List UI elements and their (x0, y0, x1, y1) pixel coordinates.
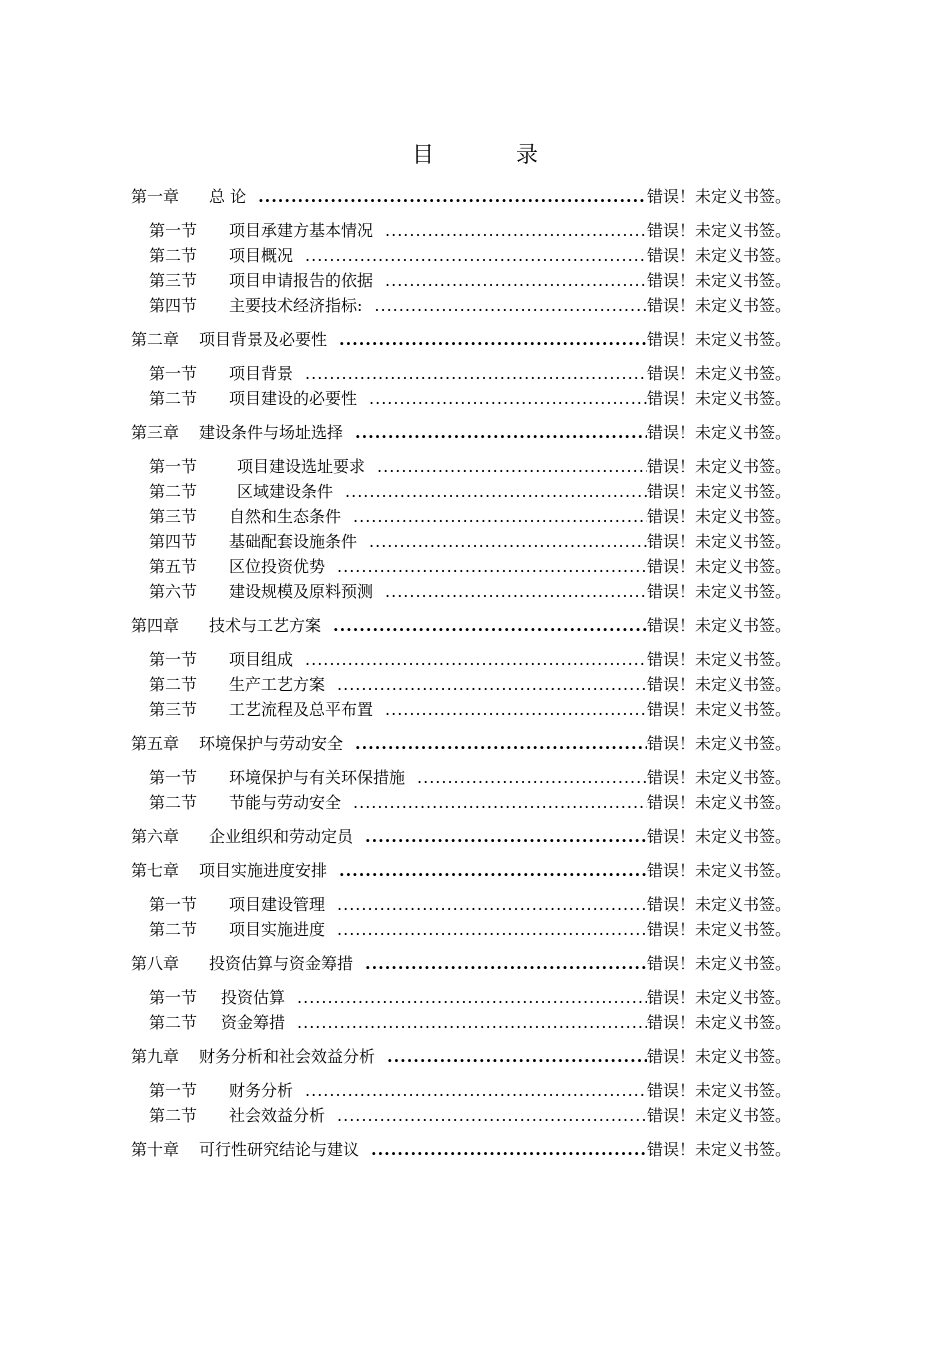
dot-leader (337, 892, 647, 917)
entry-label: 财务分析 (229, 1081, 294, 1100)
entry-number: 第二章 (131, 330, 180, 349)
entry-page-ref: 错误！未定义书签。 (646, 954, 791, 973)
toc-section-entry[interactable] (131, 293, 791, 318)
toc-chapter-entry[interactable] (131, 613, 791, 638)
entry-number: 第二节 (149, 920, 198, 939)
entry-number: 第一节 (149, 768, 198, 787)
dot-leader (387, 1044, 647, 1069)
entry-number: 第三章 (131, 423, 180, 442)
entry-page-ref: 错误！未定义书签。 (646, 734, 791, 753)
entry-page-ref: 错误！未定义书签。 (646, 1081, 791, 1100)
entry-page-ref: 错误！未定义书签。 (646, 650, 791, 669)
dot-leader (337, 1103, 647, 1128)
entry-label: 投资估算 (221, 988, 286, 1007)
entry-page-ref: 错误！未定义书签。 (646, 861, 791, 880)
entry-page-ref: 错误！未定义书签。 (646, 827, 791, 846)
dot-leader (385, 697, 647, 722)
entry-number: 第十章 (131, 1140, 180, 1159)
entry-page-ref: 错误！未定义书签。 (646, 616, 791, 635)
entry-label: 项目建设的必要性 (229, 389, 358, 408)
toc-section-entry[interactable] (131, 479, 791, 504)
dot-leader (305, 243, 647, 268)
dot-leader (385, 218, 647, 243)
dot-leader (371, 1137, 647, 1162)
dot-leader (333, 613, 647, 638)
entry-page-ref: 错误！未定义书签。 (646, 187, 791, 206)
entry-page-ref: 错误！未定义书签。 (646, 271, 791, 290)
toc-section-entry[interactable] (131, 361, 791, 386)
entry-label: 区位投资优势 (229, 557, 326, 576)
toc-section-entry[interactable] (131, 1010, 791, 1035)
entry-label: 资金筹措 (221, 1013, 286, 1032)
entry-label: 企业组织和劳动定员 (209, 827, 354, 846)
entry-page-ref: 错误！未定义书签。 (646, 675, 791, 694)
entry-number: 第八章 (131, 954, 180, 973)
entry-number: 第二节 (149, 389, 198, 408)
entry-label: 主要技术经济指标: (229, 296, 363, 315)
toc-chapter-entry[interactable] (131, 420, 791, 445)
entry-page-ref: 错误！未定义书签。 (646, 482, 791, 501)
entry-page-ref: 错误！未定义书签。 (646, 557, 791, 576)
entry-page-ref: 错误！未定义书签。 (646, 532, 791, 551)
toc-section-entry[interactable] (131, 218, 791, 243)
toc-section-entry[interactable] (131, 529, 791, 554)
entry-page-ref: 错误！未定义书签。 (646, 988, 791, 1007)
entry-page-ref: 错误！未定义书签。 (646, 364, 791, 383)
entry-label: 项目背景 (229, 364, 294, 383)
toc-chapter-entry[interactable] (131, 858, 791, 883)
dot-leader (417, 765, 647, 790)
entry-number: 第二节 (149, 246, 198, 265)
entry-label: 节能与劳动安全 (229, 793, 342, 812)
dot-leader (355, 420, 647, 445)
entry-label: 项目组成 (229, 650, 294, 669)
entry-number: 第一节 (149, 364, 198, 383)
toc-chapter-entry[interactable] (131, 824, 791, 849)
entry-page-ref: 错误！未定义书签。 (646, 423, 791, 442)
toc-section-entry[interactable] (131, 672, 791, 697)
entry-page-ref: 错误！未定义书签。 (646, 389, 791, 408)
entry-page-ref: 错误！未定义书签。 (646, 457, 791, 476)
entry-number: 第一节 (149, 895, 198, 914)
entry-number: 第五章 (131, 734, 180, 753)
entry-number: 第二节 (149, 793, 198, 812)
entry-number: 第二节 (149, 482, 198, 501)
toc-chapter-entry[interactable] (131, 951, 791, 976)
entry-number: 第四章 (131, 616, 180, 635)
toc-section-entry[interactable] (131, 554, 791, 579)
entry-number: 第六章 (131, 827, 180, 846)
toc-section-entry[interactable] (131, 790, 791, 815)
entry-page-ref: 错误！未定义书签。 (646, 221, 791, 240)
dot-leader (353, 504, 647, 529)
entry-page-ref: 错误！未定义书签。 (646, 507, 791, 526)
entry-number: 第一章 (131, 187, 180, 206)
dot-leader (365, 824, 647, 849)
entry-label: 区域建设条件 (237, 482, 334, 501)
entry-label: 项目建设管理 (229, 895, 326, 914)
entry-number: 第三节 (149, 271, 198, 290)
entry-page-ref: 错误！未定义书签。 (646, 895, 791, 914)
dot-leader (305, 361, 647, 386)
toc-section-entry[interactable] (131, 1078, 791, 1103)
dot-leader (305, 647, 647, 672)
entry-page-ref: 错误！未定义书签。 (646, 793, 791, 812)
toc-chapter-entry[interactable] (131, 1137, 791, 1162)
table-of-contents (131, 184, 791, 1162)
entry-number: 第一节 (149, 457, 198, 476)
entry-label: 基础配套设施条件 (229, 532, 358, 551)
entry-number: 第一节 (149, 221, 198, 240)
entry-number: 第二节 (149, 1013, 198, 1032)
entry-number: 第一节 (149, 1081, 198, 1100)
dot-leader (377, 454, 647, 479)
toc-section-entry[interactable] (131, 243, 791, 268)
dot-leader (369, 529, 647, 554)
dot-leader (339, 327, 647, 352)
dot-leader (355, 731, 647, 756)
dot-leader (374, 293, 647, 318)
toc-chapter-entry[interactable] (131, 1044, 791, 1069)
entry-number: 第四节 (149, 532, 198, 551)
entry-label: 项目概况 (229, 246, 294, 265)
entry-label: 项目背景及必要性 (199, 330, 328, 349)
entry-label: 自然和生态条件 (229, 507, 342, 526)
dot-leader (369, 386, 647, 411)
dot-leader (305, 1078, 647, 1103)
entry-label: 生产工艺方案 (229, 675, 326, 694)
entry-page-ref: 错误！未定义书签。 (646, 768, 791, 787)
toc-section-entry[interactable] (131, 386, 791, 411)
entry-label: 社会效益分析 (229, 1106, 326, 1125)
entry-label: 项目建设选址要求 (237, 457, 366, 476)
entry-label: 项目实施进度 (229, 920, 326, 939)
toc-section-entry[interactable] (131, 985, 791, 1010)
entry-number: 第一节 (149, 988, 198, 1007)
entry-number: 第三节 (149, 507, 198, 526)
dot-leader (297, 1010, 647, 1035)
toc-section-entry[interactable] (131, 579, 791, 604)
dot-leader (337, 672, 647, 697)
entry-label: 技术与工艺方案 (209, 616, 322, 635)
dot-leader (385, 579, 647, 604)
dot-leader (337, 554, 647, 579)
toc-section-entry[interactable] (131, 697, 791, 722)
entry-label: 财务分析和社会效益分析 (199, 1047, 376, 1066)
entry-label: 环境保护与有关环保措施 (229, 768, 406, 787)
dot-leader (365, 951, 647, 976)
entry-number: 第二节 (149, 675, 198, 694)
entry-label: 项目承建方基本情况 (229, 221, 374, 240)
dot-leader (339, 858, 647, 883)
entry-number: 第六节 (149, 582, 198, 601)
entry-page-ref: 错误！未定义书签。 (646, 1140, 791, 1159)
entry-label: 工艺流程及总平布置 (229, 700, 374, 719)
entry-page-ref: 错误！未定义书签。 (646, 1047, 791, 1066)
entry-label: 投资估算与资金筹措 (209, 954, 354, 973)
entry-number: 第四节 (149, 296, 198, 315)
toc-section-entry[interactable] (131, 917, 791, 942)
dot-leader (353, 790, 647, 815)
entry-label: 项目申请报告的依据 (229, 271, 374, 290)
entry-page-ref: 错误！未定义书签。 (646, 246, 791, 265)
dot-leader (258, 184, 647, 209)
toc-section-entry[interactable] (131, 1103, 791, 1128)
toc-section-entry[interactable] (131, 647, 791, 672)
toc-chapter-entry[interactable] (131, 327, 791, 352)
toc-chapter-entry[interactable] (131, 184, 791, 209)
entry-label: 可行性研究结论与建议 (199, 1140, 360, 1159)
entry-number: 第九章 (131, 1047, 180, 1066)
dot-leader (337, 917, 647, 942)
entry-label: 环境保护与劳动安全 (199, 734, 344, 753)
toc-section-entry[interactable] (131, 765, 791, 790)
toc-section-entry[interactable] (131, 268, 791, 293)
entry-page-ref: 错误！未定义书签。 (646, 330, 791, 349)
entry-label: 建设规模及原料预测 (229, 582, 374, 601)
toc-section-entry[interactable] (131, 892, 791, 917)
toc-section-entry[interactable] (131, 454, 791, 479)
dot-leader (385, 268, 647, 293)
dot-leader (345, 479, 647, 504)
entry-number: 第七章 (131, 861, 180, 880)
toc-chapter-entry[interactable] (131, 731, 791, 756)
entry-page-ref: 错误！未定义书签。 (646, 920, 791, 939)
dot-leader (297, 985, 647, 1010)
entry-number: 第一节 (149, 650, 198, 669)
entry-page-ref: 错误！未定义书签。 (646, 1013, 791, 1032)
entry-page-ref: 错误！未定义书签。 (646, 700, 791, 719)
toc-section-entry[interactable] (131, 504, 791, 529)
entry-page-ref: 错误！未定义书签。 (646, 582, 791, 601)
entry-page-ref: 错误！未定义书签。 (646, 296, 791, 315)
entry-number: 第二节 (149, 1106, 198, 1125)
entry-label: 项目实施进度安排 (199, 861, 328, 880)
entry-page-ref: 错误！未定义书签。 (646, 1106, 791, 1125)
entry-label: 总 论 (209, 187, 247, 206)
entry-number: 第三节 (149, 700, 198, 719)
entry-number: 第五节 (149, 557, 198, 576)
toc-title: 目 录 (411, 143, 568, 168)
entry-label: 建设条件与场址选择 (199, 423, 344, 442)
